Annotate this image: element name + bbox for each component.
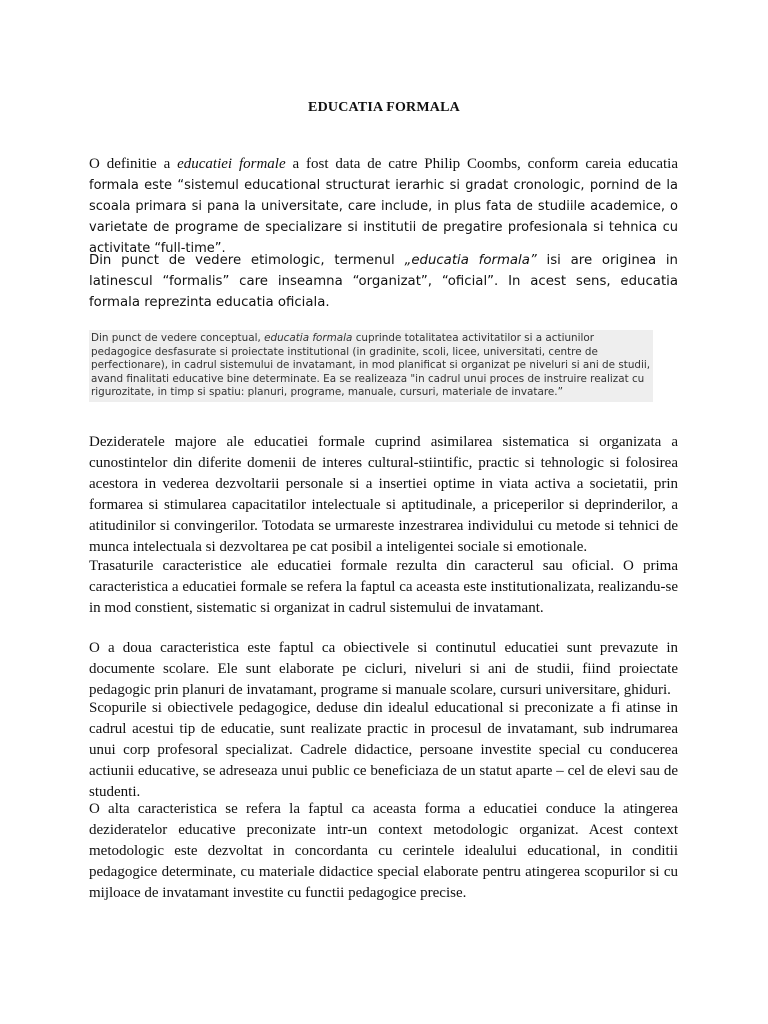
paragraph-etymology — [89, 250, 678, 313]
paragraph-trasaturi: Trasaturile caracteristice ale educatiei formale rezulta din caracterul sau oficial. O prima caracteristica a educatiei formale se refera la faptul ca aceasta este institutionalizata, realizandu-se in mod constient, sistematic si organizat in cadrul sistemului de invatamant. — [89, 558, 678, 616]
paragraph-definition-start: O definitie a — [89, 156, 178, 172]
paragraph-etymology-end: isi are originea in latinescul “formalis” care inseamna “organizat”, “oficial”. In acest sens, educatia formala reprezinta educatia oficiala. — [89, 253, 678, 310]
paragraph-alta-caracteristica: O alta caracteristica se refera la faptul ca aceasta forma a educatiei conduce la atingerea dezideratelor educative preconizate intr-un context metodologic organizat. Acest context metodologic este dezvoltat in concordanta cu cerintele idealului educational, in conditii pedagogice determinate, cu materiale didactice special elaborate pentru atingerea scopurilor si cu mijloace de invatamant investite cu functii pedagogice precise. — [89, 801, 678, 901]
highlighted-quote — [89, 330, 653, 402]
paragraph-etymology-emphasis: „educatia formala” — [404, 253, 537, 268]
paragraph-definition-emphasis: educatiei formale — [177, 156, 286, 172]
paragraph-deziderate: Dezideratele majore ale educatiei formale cuprind asimilarea sistematica si organizata a cunostintelor din diferite domenii de interes cultural-stiintific, practic si tehnologic si folosirea acestora in vederea dezvoltarii personale si a insertiei optime in viata activa a societatii, prin formarea si stimularea capacitatilor intelectuale si aptitudinale, a priceperilor si deprinderilor, a atitudinilor si convingerilor. Totodata se urmareste inzestrarea individului cu metode si tehnici de munca intelectuala si dezvoltarea pe cat posibil a inteligentei sociale si emotionale. — [89, 434, 678, 555]
quote-start: Din punct de vedere conceptual, — [91, 332, 265, 344]
paragraph-definition-middle: a fost data de catre Philip Coombs, conform careia educatia — [285, 156, 678, 172]
paragraph-definition — [89, 154, 678, 259]
quote-end: cuprinde totalitatea activitatilor si a actiunilor pedagogice desfasurate si proiectate institutional (in gradinite, scoli, licee, universitati, centre de perfectionare), in cadrul sistemului de invatamant, in mod planificat si organizat pe niveluri si ani de studii, avand finalitati educative bine determinate. Ea se realizeaza "in cadrul unui proces de instruire realizat cu rigurozitate, in timp si spatiu: planuri, programe, manuale, cursuri, materiale de invatare.” — [91, 332, 651, 399]
quote-emphasis: educatia formala — [264, 332, 353, 344]
paragraph-scopuri: Scopurile si obiectivele pedagogice, deduse din idealul educational si preconizate a fi atinse in cadrul acestui tip de educatie, sunt realizate practic in procesul de invatamant, sub indrumarea unui corp profesoral specializat. Cadrele didactice, persoane investite special cu conducerea actiunii educative, se adreseaza unui public ce beneficiaza de un statut aparte – cel de elevi sau de studenti. — [89, 700, 678, 800]
paragraph-a-doua-caracteristica: O a doua caracteristica este faptul ca obiectivele si continutul educatiei sunt prevazute in documente scolare. Ele sunt elaborate pe cicluri, niveluri si ani de studii, fiind proiectate pedagogic prin planuri de invatamant, programe si manuale scolare, cursuri universitare, ghiduri. — [89, 640, 678, 698]
document-title: EDUCATIA FORMALA — [308, 100, 460, 115]
paragraph-etymology-start: Din punct de vedere etimologic, termenul — [89, 253, 405, 268]
paragraph-definition-quote: formala este “sistemul educational structurat ierarhic si gradat cronologic, pornind de la scoala primara si pana la universitate, care include, in plus fata de studiile academice, o varietate de programe de specializare si institutii de pregatire profesionala si tehnica cu activitate “full-time”. — [89, 178, 678, 256]
